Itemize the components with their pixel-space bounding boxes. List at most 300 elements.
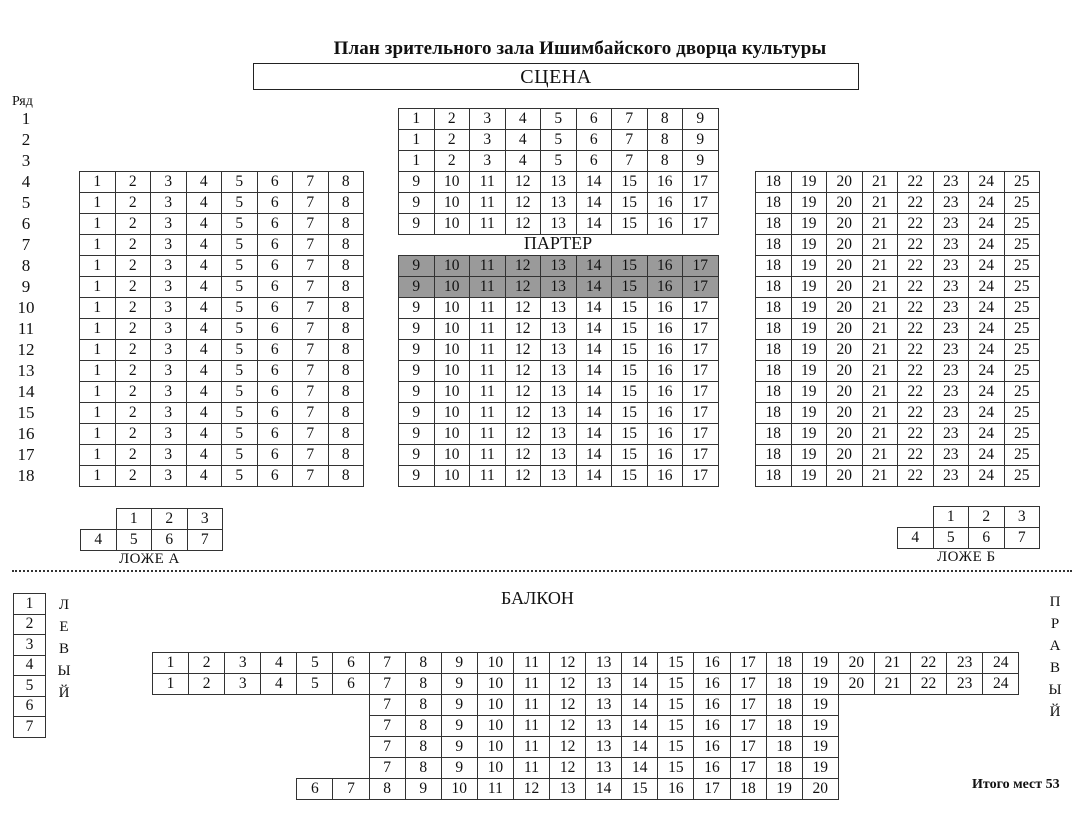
seat[interactable]: 24 [969,193,1005,214]
seat[interactable]: 9 [399,340,435,361]
seat[interactable]: 16 [694,695,730,716]
seat[interactable]: 1 [80,361,116,382]
seat[interactable]: 19 [791,361,827,382]
seat[interactable]: 13 [550,779,586,800]
seat[interactable]: 1 [153,653,189,674]
seat[interactable]: 3 [151,172,187,193]
seat-highlighted[interactable]: 17 [683,277,719,298]
seat[interactable]: 9 [441,737,477,758]
seat[interactable]: 2 [115,277,151,298]
seat[interactable]: 15 [612,340,648,361]
seat[interactable]: 15 [612,424,648,445]
seat[interactable]: 4 [186,172,222,193]
seat[interactable]: 20 [827,256,863,277]
seat[interactable]: 18 [756,445,792,466]
seat[interactable]: 5 [933,528,969,549]
seat[interactable]: 23 [933,277,969,298]
seat[interactable]: 7 [612,109,648,130]
seat[interactable]: 2 [115,382,151,403]
seat[interactable]: 13 [541,340,577,361]
seat[interactable]: 23 [933,424,969,445]
seat[interactable]: 5 [222,235,258,256]
seat[interactable]: 22 [898,361,934,382]
seat[interactable]: 18 [756,193,792,214]
seat[interactable]: 16 [647,382,683,403]
seat[interactable]: 7 [293,361,329,382]
seat[interactable]: 7 [369,758,405,779]
seat[interactable]: 10 [434,424,470,445]
seat[interactable]: 21 [862,235,898,256]
seat[interactable]: 4 [186,382,222,403]
seat[interactable]: 24 [969,214,1005,235]
seat[interactable]: 8 [328,382,364,403]
seat[interactable]: 8 [328,172,364,193]
seat[interactable]: 17 [683,382,719,403]
seat[interactable]: 6 [257,319,293,340]
seat[interactable]: 7 [369,716,405,737]
seat[interactable]: 2 [434,130,470,151]
seat[interactable]: 23 [933,403,969,424]
seat[interactable]: 10 [434,403,470,424]
seat[interactable]: 3 [151,466,187,487]
seat[interactable]: 15 [612,172,648,193]
seat[interactable]: 6 [257,214,293,235]
seat[interactable]: 23 [933,193,969,214]
seat[interactable]: 25 [1004,445,1040,466]
seat[interactable]: 19 [802,674,838,695]
seat[interactable]: 13 [586,653,622,674]
seat[interactable]: 23 [933,214,969,235]
seat[interactable]: 18 [766,758,802,779]
seat[interactable]: 17 [683,466,719,487]
seat[interactable]: 8 [328,361,364,382]
seat[interactable]: 8 [328,340,364,361]
seat[interactable]: 1 [399,130,435,151]
seat[interactable]: 7 [293,466,329,487]
seat[interactable]: 11 [470,424,506,445]
seat[interactable]: 6 [257,382,293,403]
seat[interactable]: 6 [257,445,293,466]
seat[interactable]: 23 [933,382,969,403]
seat[interactable]: 21 [862,466,898,487]
seat[interactable]: 13 [541,298,577,319]
seat[interactable]: 9 [683,151,719,172]
seat[interactable]: 19 [791,172,827,193]
seat[interactable]: 7 [293,319,329,340]
seat[interactable]: 1 [80,319,116,340]
seat[interactable]: 22 [898,319,934,340]
seat[interactable]: 5 [222,340,258,361]
seat[interactable]: 21 [862,382,898,403]
seat[interactable]: 15 [612,445,648,466]
seat[interactable]: 15 [612,403,648,424]
seat[interactable]: 6 [257,277,293,298]
seat[interactable]: 1 [80,214,116,235]
seat[interactable]: 10 [477,695,513,716]
seat-highlighted[interactable]: 9 [399,277,435,298]
seat[interactable]: 12 [550,737,586,758]
seat[interactable]: 21 [862,340,898,361]
seat[interactable]: 23 [933,340,969,361]
seat-highlighted[interactable]: 10 [434,277,470,298]
seat[interactable]: 6 [257,298,293,319]
seat[interactable]: 17 [683,214,719,235]
seat[interactable]: 20 [827,319,863,340]
seat[interactable]: 21 [862,361,898,382]
seat[interactable]: 1 [80,424,116,445]
seat[interactable]: 19 [791,277,827,298]
seat[interactable]: 20 [827,340,863,361]
seat[interactable]: 8 [405,653,441,674]
seat[interactable]: 20 [802,779,838,800]
seat[interactable]: 4 [898,528,934,549]
seat[interactable]: 7 [293,214,329,235]
seat[interactable]: 8 [405,695,441,716]
seat[interactable]: 13 [541,382,577,403]
seat[interactable]: 9 [399,214,435,235]
seat[interactable]: 2 [189,653,225,674]
seat[interactable]: 4 [186,256,222,277]
seat[interactable]: 7 [293,382,329,403]
seat[interactable]: 8 [328,277,364,298]
seat[interactable]: 5 [14,676,46,697]
seat[interactable]: 4 [261,653,297,674]
seat[interactable]: 12 [550,695,586,716]
seat[interactable]: 18 [730,779,766,800]
seat[interactable]: 16 [647,403,683,424]
seat[interactable]: 10 [434,361,470,382]
seat[interactable]: 3 [151,382,187,403]
seat[interactable]: 6 [257,424,293,445]
seat[interactable]: 22 [898,445,934,466]
seat[interactable]: 14 [622,737,658,758]
seat[interactable]: 15 [612,298,648,319]
seat[interactable]: 22 [898,172,934,193]
seat[interactable]: 10 [434,214,470,235]
seat[interactable]: 9 [399,382,435,403]
seat[interactable]: 6 [969,528,1005,549]
seat[interactable]: 5 [222,403,258,424]
seat[interactable]: 21 [862,193,898,214]
seat[interactable]: 4 [186,361,222,382]
seat[interactable]: 15 [658,737,694,758]
seat[interactable]: 14 [622,674,658,695]
seat[interactable]: 1 [80,466,116,487]
seat[interactable]: 17 [683,403,719,424]
seat[interactable]: 12 [505,466,541,487]
seat[interactable]: 11 [477,779,513,800]
seat-highlighted[interactable]: 15 [612,256,648,277]
seat[interactable]: 18 [766,716,802,737]
seat[interactable]: 12 [505,298,541,319]
seat[interactable]: 9 [399,298,435,319]
seat[interactable]: 25 [1004,256,1040,277]
seat-highlighted[interactable]: 13 [541,277,577,298]
seat[interactable]: 21 [862,172,898,193]
seat[interactable]: 18 [756,277,792,298]
seat[interactable]: 24 [969,424,1005,445]
seat[interactable]: 6 [257,466,293,487]
seat[interactable]: 16 [647,424,683,445]
seat[interactable]: 2 [115,466,151,487]
seat[interactable]: 3 [225,653,261,674]
seat[interactable]: 15 [622,779,658,800]
seat[interactable]: 1 [80,172,116,193]
seat[interactable]: 8 [328,424,364,445]
seat[interactable]: 16 [694,674,730,695]
seat[interactable]: 13 [586,758,622,779]
seat[interactable]: 2 [115,340,151,361]
seat[interactable]: 20 [827,277,863,298]
seat[interactable]: 14 [586,779,622,800]
seat[interactable]: 17 [683,193,719,214]
seat[interactable]: 11 [513,758,549,779]
seat[interactable]: 16 [694,653,730,674]
seat[interactable]: 8 [405,716,441,737]
seat-highlighted[interactable]: 12 [505,256,541,277]
seat[interactable]: 7 [293,193,329,214]
seat[interactable]: 10 [434,298,470,319]
seat[interactable]: 5 [116,530,152,551]
seat[interactable]: 7 [293,424,329,445]
seat[interactable]: 4 [186,214,222,235]
seat[interactable]: 9 [441,674,477,695]
seat[interactable]: 9 [441,758,477,779]
seat[interactable]: 1 [14,594,46,615]
seat[interactable]: 16 [647,340,683,361]
seat[interactable]: 6 [257,256,293,277]
seat[interactable]: 2 [115,235,151,256]
seat[interactable]: 21 [862,256,898,277]
seat[interactable]: 7 [293,298,329,319]
seat[interactable]: 11 [513,674,549,695]
seat[interactable]: 24 [969,466,1005,487]
seat[interactable]: 19 [791,466,827,487]
seat[interactable]: 16 [694,716,730,737]
seat[interactable]: 18 [756,235,792,256]
seat[interactable]: 11 [470,172,506,193]
seat[interactable]: 2 [115,445,151,466]
seat[interactable]: 3 [151,361,187,382]
seat[interactable]: 10 [434,319,470,340]
seat[interactable]: 5 [222,361,258,382]
seat[interactable]: 5 [222,424,258,445]
seat[interactable]: 21 [862,298,898,319]
seat[interactable]: 16 [647,214,683,235]
seat[interactable]: 22 [898,340,934,361]
seat[interactable]: 25 [1004,424,1040,445]
seat-highlighted[interactable]: 11 [470,256,506,277]
seat[interactable]: 20 [827,235,863,256]
seat[interactable]: 3 [151,256,187,277]
seat[interactable]: 25 [1004,340,1040,361]
seat[interactable]: 11 [513,716,549,737]
seat[interactable]: 10 [434,193,470,214]
seat[interactable]: 25 [1004,214,1040,235]
seat[interactable]: 24 [969,172,1005,193]
seat[interactable]: 5 [222,193,258,214]
seat[interactable]: 18 [766,737,802,758]
seat[interactable]: 23 [933,466,969,487]
seat[interactable]: 2 [115,424,151,445]
seat[interactable]: 18 [756,298,792,319]
seat[interactable]: 13 [586,737,622,758]
seat[interactable]: 14 [622,758,658,779]
seat[interactable]: 9 [441,653,477,674]
seat[interactable]: 20 [827,193,863,214]
seat[interactable]: 20 [827,424,863,445]
seat[interactable]: 20 [838,674,874,695]
seat[interactable]: 4 [261,674,297,695]
seat[interactable]: 4 [186,403,222,424]
seat[interactable]: 10 [434,466,470,487]
seat[interactable]: 5 [541,130,577,151]
seat[interactable]: 16 [647,172,683,193]
seat[interactable]: 1 [80,235,116,256]
seat[interactable]: 15 [612,193,648,214]
seat[interactable]: 8 [328,235,364,256]
seat[interactable]: 9 [441,695,477,716]
seat[interactable]: 21 [862,403,898,424]
seat[interactable]: 8 [328,466,364,487]
seat[interactable]: 2 [115,256,151,277]
seat[interactable]: 24 [969,277,1005,298]
seat[interactable]: 14 [576,193,612,214]
seat[interactable]: 15 [612,382,648,403]
seat[interactable]: 5 [297,653,333,674]
seat[interactable]: 8 [328,214,364,235]
seat[interactable]: 19 [791,424,827,445]
seat[interactable]: 3 [1004,507,1040,528]
seat[interactable]: 16 [694,758,730,779]
seat[interactable]: 1 [80,298,116,319]
seat[interactable]: 12 [505,319,541,340]
seat[interactable]: 21 [862,319,898,340]
seat-highlighted[interactable]: 14 [576,277,612,298]
seat[interactable]: 6 [257,403,293,424]
seat[interactable]: 4 [186,445,222,466]
seat[interactable]: 19 [791,298,827,319]
seat[interactable]: 7 [187,530,223,551]
seat[interactable]: 1 [80,445,116,466]
seat[interactable]: 10 [477,716,513,737]
seat[interactable]: 11 [470,445,506,466]
seat[interactable]: 11 [470,403,506,424]
seat[interactable]: 4 [505,109,541,130]
seat[interactable]: 12 [505,424,541,445]
seat-highlighted[interactable]: 12 [505,277,541,298]
seat[interactable]: 12 [505,172,541,193]
seat[interactable]: 20 [827,172,863,193]
seat[interactable]: 8 [328,403,364,424]
seat[interactable]: 17 [730,653,766,674]
seat[interactable]: 25 [1004,298,1040,319]
seat[interactable]: 3 [151,340,187,361]
seat[interactable]: 8 [328,256,364,277]
seat[interactable]: 13 [586,674,622,695]
seat[interactable]: 22 [910,674,946,695]
seat[interactable]: 11 [470,340,506,361]
seat[interactable]: 3 [151,298,187,319]
seat[interactable]: 18 [766,674,802,695]
seat[interactable]: 3 [151,319,187,340]
seat[interactable]: 12 [550,758,586,779]
seat[interactable]: 4 [186,424,222,445]
seat[interactable]: 17 [683,445,719,466]
seat[interactable]: 7 [293,340,329,361]
seat[interactable]: 20 [827,403,863,424]
seat[interactable]: 18 [756,319,792,340]
seat[interactable]: 2 [115,319,151,340]
seat[interactable]: 25 [1004,319,1040,340]
seat[interactable]: 19 [791,319,827,340]
seat[interactable]: 18 [756,403,792,424]
seat[interactable]: 13 [586,695,622,716]
seat[interactable]: 17 [683,424,719,445]
seat[interactable]: 5 [222,172,258,193]
seat[interactable]: 9 [399,445,435,466]
seat[interactable]: 8 [405,758,441,779]
seat[interactable]: 3 [151,403,187,424]
seat-highlighted[interactable]: 11 [470,277,506,298]
seat[interactable]: 4 [81,530,117,551]
seat[interactable]: 17 [683,298,719,319]
seat[interactable]: 18 [756,424,792,445]
seat[interactable]: 17 [730,737,766,758]
seat[interactable]: 5 [222,256,258,277]
seat[interactable]: 25 [1004,193,1040,214]
seat[interactable]: 24 [969,382,1005,403]
seat[interactable]: 13 [541,466,577,487]
seat[interactable]: 14 [622,653,658,674]
seat[interactable]: 8 [647,151,683,172]
seat[interactable]: 1 [116,509,152,530]
seat[interactable]: 3 [470,151,506,172]
seat[interactable]: 13 [541,172,577,193]
seat[interactable]: 13 [541,403,577,424]
seat[interactable]: 8 [647,109,683,130]
seat[interactable]: 22 [910,653,946,674]
seat[interactable]: 9 [399,424,435,445]
seat[interactable]: 11 [513,653,549,674]
seat[interactable]: 11 [470,466,506,487]
seat[interactable]: 19 [791,214,827,235]
seat[interactable]: 8 [405,674,441,695]
seat[interactable]: 10 [434,340,470,361]
seat[interactable]: 3 [151,424,187,445]
seat[interactable]: 6 [257,235,293,256]
seat[interactable]: 7 [1004,528,1040,549]
seat[interactable]: 17 [683,319,719,340]
seat[interactable]: 6 [576,109,612,130]
seat[interactable]: 16 [647,193,683,214]
seat[interactable]: 2 [115,214,151,235]
seat[interactable]: 22 [898,235,934,256]
seat[interactable]: 2 [115,298,151,319]
seat[interactable]: 10 [477,737,513,758]
seat[interactable]: 4 [186,466,222,487]
seat[interactable]: 23 [933,361,969,382]
seat[interactable]: 3 [151,214,187,235]
seat[interactable]: 2 [115,193,151,214]
seat[interactable]: 16 [647,466,683,487]
seat[interactable]: 19 [802,758,838,779]
seat[interactable]: 24 [969,256,1005,277]
seat[interactable]: 4 [186,340,222,361]
seat[interactable]: 19 [791,403,827,424]
seat[interactable]: 16 [647,445,683,466]
seat[interactable]: 7 [612,151,648,172]
